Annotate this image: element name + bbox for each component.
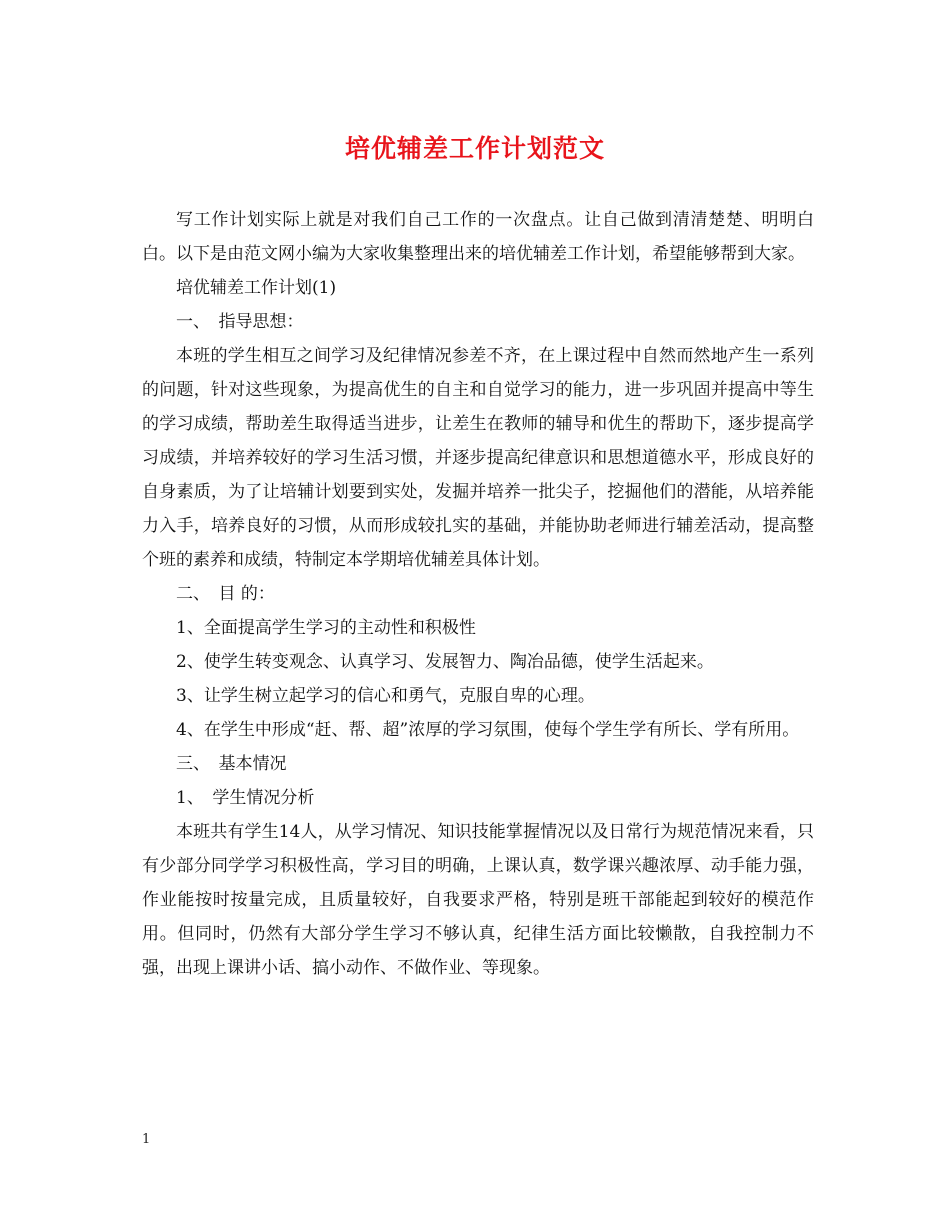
section-heading-basic-situation: 三、 基本情况 — [176, 754, 287, 774]
list-item-purpose-1: 1、全面提高学生学习的主动性和积极性 — [176, 618, 476, 638]
list-item-purpose-2: 2、使学生转变观念、认真学习、发展智力、陶冶品德，使学生活起来。 — [176, 652, 714, 672]
paragraph-student-analysis: 本班共有学生14人，从学习情况、知识技能掌握情况以及日常行为规范情况来看，只有少部分同学学习积极性高，学习目的明确，上课认真，数学课兴趣浓厚、动手能力强，作业能按时按量完成，且质量较好，自我要求严格，特别是班干部能起到较好的模范作用。但同时，仍然有大部分学生学习不够认真，纪律生活方面比较懒散，自我控制力不强，出现上课讲小话、搞小动作、不做作业、等现象。 — [142, 822, 814, 978]
subsection-heading-student-analysis: 1、 学生情况分析 — [176, 788, 315, 808]
paragraph-guiding-thought: 本班的学生相互之间学习及纪律情况参差不齐，在上课过程中自然而然地产生一系列的问题，针对这些现象，为提高优生的自主和自觉学习的能力，进一步巩固并提高中等生的学习成绩，帮助差生取得适当进步，让差生在教师的辅导和优生的帮助下，逐步提高学习成绩，并培养较好的学习生活习惯，并逐步提高纪律意识和思想道德水平，形成良好的自身素质，为了让培辅计划要到实处，发掘并培养一批尖子，挖掘他们的潜能，从培养能力入手，培养良好的习惯，从而形成较扎实的基础，并能协助老师进行辅差活动，提高整个班的素养和成绩，特制定本学期培优辅差具体计划。 — [142, 346, 814, 570]
list-item-purpose-4: 4、在学生中形成“赶、帮、超”浓厚的学习氛围，使每个学生学有所长、学有所用。 — [176, 720, 800, 740]
list-item-purpose-3: 3、让学生树立起学习的信心和勇气，克服自卑的心理。 — [176, 686, 595, 706]
page-number: 1 — [142, 1132, 151, 1147]
document-body — [142, 203, 814, 985]
document-title: 培优辅差工作计划范文 — [344, 134, 605, 163]
paragraph-plan-heading: 培优辅差工作计划(1) — [176, 278, 337, 298]
section-heading-guiding-thought: 一、 指导思想： — [176, 312, 304, 332]
section-heading-purpose: 二、 目 的： — [176, 584, 275, 604]
paragraph-intro: 写工作计划实际上就是对我们自己工作的一次盘点。让自己做到清清楚楚、明明白白。以下是由范文网小编为大家收集整理出来的培优辅差工作计划，希望能够帮到大家。 — [142, 210, 814, 264]
